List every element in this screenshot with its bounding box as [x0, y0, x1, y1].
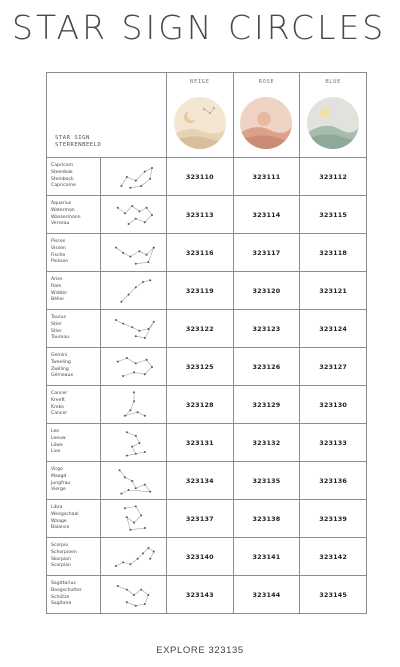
constellation-cell [101, 310, 167, 348]
constellation-star [134, 434, 136, 436]
constellation-star [122, 252, 124, 254]
constellation-star [151, 214, 153, 216]
constellation-star [152, 320, 154, 322]
constellation-star [120, 300, 122, 302]
constellation-star [134, 262, 136, 264]
sign-name: Pisces [51, 239, 66, 245]
constellation-star [145, 206, 147, 208]
product-code[interactable]: 323131 [167, 424, 234, 462]
sign-name: Taureau [51, 335, 70, 341]
product-code[interactable]: 323135 [233, 462, 300, 500]
page-title: STAR SIGN CIRCLES [12, 8, 387, 47]
constellation-cell [101, 462, 167, 500]
header-row [47, 73, 367, 158]
constellation-star [124, 507, 126, 509]
constellation-line [116, 548, 154, 566]
constellation-star [125, 601, 127, 603]
product-code[interactable]: 323118 [300, 234, 367, 272]
sign-name: Widder [51, 290, 68, 296]
constellation-star [125, 588, 127, 590]
product-code[interactable]: 323132 [233, 424, 300, 462]
product-code[interactable]: 323114 [233, 196, 300, 234]
sign-name: Vierge [51, 487, 66, 493]
constellation-star [142, 281, 144, 283]
constellation-star [152, 550, 154, 552]
sign-name: Bélier [51, 297, 65, 303]
constellation-star [143, 527, 145, 529]
constellation-star [127, 489, 129, 491]
constellation-star [143, 373, 145, 375]
sign-name: Tweeling [51, 359, 71, 365]
constellation-star [129, 563, 131, 565]
header-label-line2: STERRENBEELD [55, 142, 102, 148]
sign-name: Schütze [51, 594, 70, 600]
product-code[interactable]: 323116 [167, 234, 234, 272]
constellation-star [142, 552, 144, 554]
constellation-star [116, 206, 118, 208]
sign-name: Ram [51, 283, 62, 289]
sign-name: Steenbok [51, 169, 73, 175]
constellation-star [115, 565, 117, 567]
constellation-icon [106, 577, 162, 613]
product-code[interactable]: 323139 [300, 500, 367, 538]
constellation-star [124, 212, 126, 214]
constellation-star [120, 185, 122, 187]
constellation-icon [106, 311, 162, 347]
sign-name: Stier [51, 321, 62, 327]
constellation-star [133, 371, 135, 373]
sign-names [47, 386, 101, 424]
constellation-star [134, 217, 136, 219]
constellation-cell [101, 424, 167, 462]
sign-name: Leo [51, 429, 60, 435]
product-code[interactable]: 323138 [233, 500, 300, 538]
product-code[interactable]: 323141 [233, 538, 300, 576]
product-code[interactable]: 323113 [167, 196, 234, 234]
sign-name: Kreeft [51, 397, 65, 403]
sign-name: Skorpion [51, 556, 72, 562]
sign-names [47, 348, 101, 386]
table-row [47, 538, 367, 576]
constellation-star [143, 170, 145, 172]
constellation-star [147, 594, 149, 596]
constellation-star [122, 322, 124, 324]
constellation-star [133, 594, 135, 596]
constellation-icon [106, 349, 162, 385]
sign-names [47, 310, 101, 348]
header-rose [233, 73, 300, 158]
sign-name: Capricorn [51, 163, 74, 169]
sign-name: Leeuw [51, 435, 66, 441]
constellation-star [115, 319, 117, 321]
product-code[interactable]: 323144 [233, 576, 300, 614]
sign-name: Krebs [51, 404, 64, 410]
sign-name: Taurus [51, 315, 66, 321]
constellation-star [143, 483, 145, 485]
constellation-star [133, 391, 135, 393]
constellation-star [134, 179, 136, 181]
constellation-star [122, 561, 124, 563]
constellation-star [134, 362, 136, 364]
product-code[interactable]: 323121 [300, 272, 367, 310]
constellation-cell [101, 538, 167, 576]
constellation-icon [106, 273, 162, 309]
table-row [47, 424, 367, 462]
constellation-star [138, 442, 140, 444]
sign-name: Poisson [51, 259, 69, 265]
sign-name: Cancer [51, 411, 68, 417]
constellation-cell [101, 196, 167, 234]
constellation-star [131, 205, 133, 207]
constellation-star [133, 400, 135, 402]
constellation-star [124, 414, 126, 416]
constellation-line [117, 586, 148, 606]
constellation-star [134, 505, 136, 507]
constellation-star [140, 588, 142, 590]
product-code[interactable]: 323127 [300, 348, 367, 386]
constellation-star [147, 547, 149, 549]
constellation-star [134, 604, 136, 606]
constellation-icon [106, 501, 162, 537]
product-code[interactable]: 323136 [300, 462, 367, 500]
product-code[interactable]: 323134 [167, 462, 234, 500]
product-code[interactable]: 323112 [300, 158, 367, 196]
constellation-star [143, 451, 145, 453]
column-name-blue: BLUE [325, 79, 341, 85]
constellation-star [136, 411, 138, 413]
constellation-star [131, 445, 133, 447]
explore-link[interactable]: EXPLORE 323135 [156, 645, 244, 656]
product-code[interactable]: 323137 [167, 500, 234, 538]
table-row [47, 310, 367, 348]
constellation-star [149, 279, 151, 281]
star-sign-table [46, 72, 367, 614]
constellation-star [122, 375, 124, 377]
sign-name: Virgo [51, 467, 63, 473]
constellation-star [143, 414, 145, 416]
constellation-star [124, 476, 126, 478]
sign-name: Schorpioen [51, 549, 77, 555]
constellation-star [125, 176, 127, 178]
constellation-icon [106, 387, 162, 423]
product-code[interactable]: 323124 [300, 310, 367, 348]
constellation-star [143, 221, 145, 223]
constellation-line [125, 506, 145, 529]
constellation-icon [106, 197, 162, 233]
product-code[interactable]: 323130 [300, 386, 367, 424]
sign-name: Sagittarius [51, 581, 76, 587]
product-code[interactable]: 323120 [233, 272, 300, 310]
constellation-star [127, 293, 129, 295]
table-row [47, 576, 367, 614]
sign-name: Zwilling [51, 366, 69, 372]
constellation-star [131, 326, 133, 328]
header-label [55, 135, 101, 149]
sign-names [47, 158, 101, 196]
product-code[interactable]: 323128 [167, 386, 234, 424]
constellation-star [116, 360, 118, 362]
constellation-star [125, 454, 127, 456]
constellation-line [119, 470, 150, 493]
sign-names [47, 234, 101, 272]
sign-name: Lion [51, 449, 61, 455]
constellation-star [131, 480, 133, 482]
sign-names [47, 272, 101, 310]
sign-name: Verseau [51, 221, 70, 227]
product-code[interactable]: 323110 [167, 158, 234, 196]
sign-name: Waterman [51, 207, 75, 213]
sign-name: Maagd [51, 473, 67, 479]
constellation-star [120, 492, 122, 494]
product-code[interactable]: 323117 [233, 234, 300, 272]
sign-names [47, 500, 101, 538]
sign-name: Sagitaire [51, 601, 72, 607]
column-name-beige: BEIGE [190, 79, 210, 85]
constellation-cell [101, 386, 167, 424]
constellation-line [121, 280, 150, 302]
sign-name: Scorpion [51, 563, 72, 569]
sign-name: Wassermann [51, 214, 81, 220]
constellation-icon [106, 159, 162, 195]
constellation-star [145, 253, 147, 255]
product-code[interactable]: 323142 [300, 538, 367, 576]
sign-name: Libra [51, 505, 63, 511]
constellation-star [129, 186, 131, 188]
constellation-star [149, 490, 151, 492]
sign-name: Aquarius [51, 201, 72, 207]
header-beige [167, 73, 234, 158]
constellation-star [143, 603, 145, 605]
sign-name: Jungfrau [51, 480, 71, 486]
product-code[interactable]: 323115 [300, 196, 367, 234]
constellation-cell [101, 500, 167, 538]
product-code[interactable]: 323123 [233, 310, 300, 348]
sign-names [47, 462, 101, 500]
product-code[interactable]: 323143 [167, 576, 234, 614]
constellation-icon [106, 539, 162, 575]
header-label-cell [47, 73, 167, 158]
constellation-star [147, 328, 149, 330]
constellation-star [134, 452, 136, 454]
constellation-icon [106, 425, 162, 461]
constellation-star [134, 487, 136, 489]
constellation-star [127, 223, 129, 225]
constellation-cell [101, 576, 167, 614]
product-code[interactable]: 323133 [300, 424, 367, 462]
header-label-line1: STAR SIGN [55, 135, 90, 141]
blue-swatch-icon [307, 97, 359, 149]
constellation-star [143, 337, 145, 339]
constellation-star [138, 329, 140, 331]
constellation-line [121, 168, 152, 188]
constellation-star [125, 516, 127, 518]
sign-name: Steinbock [51, 176, 74, 182]
sign-name: Weegschaal [51, 511, 79, 517]
constellation-star [149, 557, 151, 559]
constellation-star [115, 246, 117, 248]
product-code[interactable]: 323129 [233, 386, 300, 424]
product-code[interactable]: 323126 [233, 348, 300, 386]
sign-names [47, 424, 101, 462]
sign-names [47, 196, 101, 234]
sign-name: Gémeaux [51, 373, 74, 379]
sign-name: Fische [51, 252, 66, 258]
constellation-star [138, 250, 140, 252]
product-code[interactable]: 323140 [167, 538, 234, 576]
constellation-star [118, 469, 120, 471]
sign-name: Löwe [51, 442, 63, 448]
sign-name: Waage [51, 518, 67, 524]
constellation-star [138, 210, 140, 212]
sign-names [47, 538, 101, 576]
constellation-star [147, 261, 149, 263]
sign-names [47, 576, 101, 614]
constellation-star [129, 528, 131, 530]
table-row [47, 158, 367, 196]
constellation-star [125, 431, 127, 433]
constellation-star [152, 246, 154, 248]
constellation-star [140, 514, 142, 516]
table-row [47, 348, 367, 386]
sign-name: Cancer [51, 391, 68, 397]
constellation-cell [101, 348, 167, 386]
table-row [47, 386, 367, 424]
sign-name: Aries [51, 277, 63, 283]
sign-name: Balance [51, 525, 70, 531]
product-code[interactable]: 323119 [167, 272, 234, 310]
constellation-star [151, 167, 153, 169]
constellation-star [129, 409, 131, 411]
sign-name: Boogschutter [51, 587, 82, 593]
constellation-star [133, 521, 135, 523]
rose-swatch-icon [240, 97, 292, 149]
table-row [47, 272, 367, 310]
constellation-star [129, 255, 131, 257]
sign-name: Vissen [51, 245, 66, 251]
product-code[interactable]: 323122 [167, 310, 234, 348]
constellation-star [149, 177, 151, 179]
column-name-rose: ROSE [258, 79, 275, 85]
product-code[interactable]: 323111 [233, 158, 300, 196]
sign-name: Scorpio [51, 543, 69, 549]
constellation-icon [106, 463, 162, 499]
product-code[interactable]: 323125 [167, 348, 234, 386]
sign-name: Gemini [51, 353, 68, 359]
constellation-cell [101, 158, 167, 196]
constellation-star [134, 286, 136, 288]
table-row [47, 196, 367, 234]
constellation-star [151, 366, 153, 368]
sign-name: Stier [51, 328, 62, 334]
constellation-icon [106, 235, 162, 271]
product-code[interactable]: 323145 [300, 576, 367, 614]
constellation-star [145, 358, 147, 360]
constellation-line [125, 392, 145, 415]
header-blue [300, 73, 367, 158]
table-row [47, 500, 367, 538]
constellation-star [134, 335, 136, 337]
constellation-star [125, 357, 127, 359]
beige-swatch-icon [174, 97, 226, 149]
constellation-cell [101, 234, 167, 272]
constellation-star [116, 585, 118, 587]
sign-name: Capricorne [51, 183, 76, 189]
constellation-star [140, 185, 142, 187]
table-row [47, 234, 367, 272]
constellation-cell [101, 272, 167, 310]
table-row [47, 462, 367, 500]
constellation-star [136, 557, 138, 559]
